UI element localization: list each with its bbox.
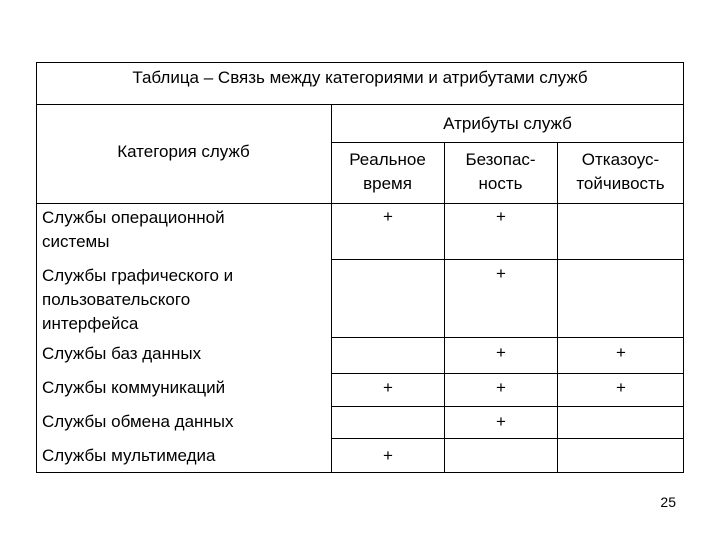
cell-mark: + xyxy=(496,343,506,362)
cell-mark: + xyxy=(496,207,506,226)
cell-mark: + xyxy=(496,378,506,397)
category-header: Категория служб xyxy=(117,142,250,161)
cell-mark: + xyxy=(616,378,626,397)
cell-mark: + xyxy=(383,446,393,465)
table-row-label: Службы обмена данных xyxy=(42,412,234,431)
table-row-label: Службы коммуникаций xyxy=(42,378,226,397)
cell-mark: + xyxy=(616,343,626,362)
table-row-label: Службы баз данных xyxy=(42,344,202,363)
column-header-realtime: Реальное время xyxy=(349,150,426,193)
table-row-label: Службы графического и пользовательского интерфейса xyxy=(42,266,234,333)
cell-mark: + xyxy=(496,264,506,283)
attributes-header: Атрибуты служб xyxy=(443,114,572,133)
cell-mark: + xyxy=(496,412,506,431)
column-header-security: Безопас- ность xyxy=(465,150,536,193)
table-row-label: Службы мультимедиа xyxy=(42,446,216,465)
table-row-label: Службы операционной системы xyxy=(42,208,225,251)
table-caption: Таблица – Связь между категориями и атрибутами служб xyxy=(132,68,588,87)
column-header-fault-tolerance: Отказоус- тойчивость xyxy=(576,150,665,193)
page-number: 25 xyxy=(660,494,676,510)
cell-mark: + xyxy=(383,207,393,226)
cell-mark: + xyxy=(383,378,393,397)
